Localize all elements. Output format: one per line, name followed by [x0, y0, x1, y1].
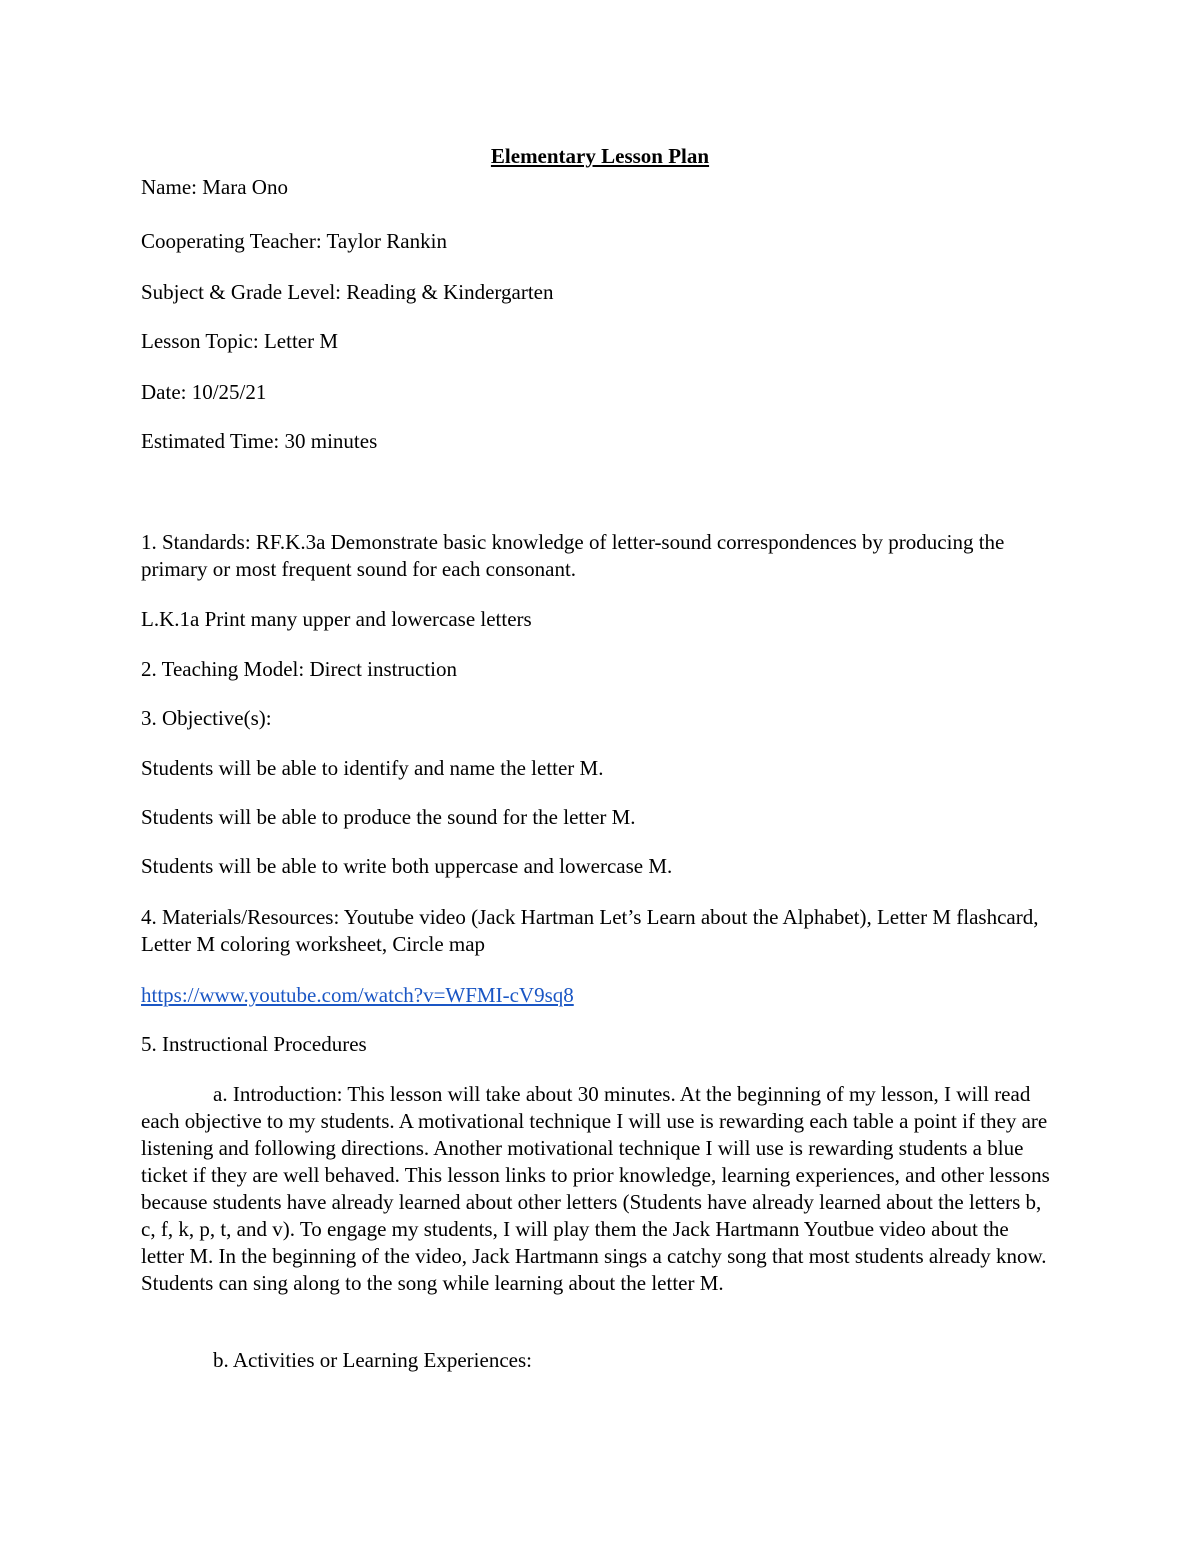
- standards-paragraph: 1. Standards: RF.K.3a Demonstrate basic knowledge of letter-sound correspondences by producing the primary or most frequent sound for each consonant.: [141, 530, 1005, 581]
- introduction-paragraph: a. Introduction: This lesson will take about 30 minutes. At the beginning of my lesson, I will read each objective to my students. A motivational technique I will use is rewarding each table a point if they are listening and following directions. Another motivational technique I will use is rewarding students a blue ticket if they are well behaved. This lesson links to prior knowledge, learning experiences, and other lessons because students have already learned about other letters (Students have already learned about the letters b, c, f, k, p, t, and v). To engage my students, I will play them the Jack Hartmann Youtbue video about the letter M. In the beginning of the video, Jack Hartmann sings a catchy song that most students already know. Students can sing along to the song while learning about the letter M.: [141, 1082, 1050, 1295]
- teaching-model: 2. Teaching Model: Direct instruction: [141, 657, 457, 681]
- materials-paragraph: 4. Materials/Resources: Youtube video (Jack Hartman Let’s Learn about the Alphabet), Letter M flashcard, Letter M coloring worksheet, Circle map: [141, 905, 1039, 956]
- objective-item: Students will be able to produce the sound for the letter M.: [141, 805, 636, 829]
- youtube-video-link[interactable]: https://www.youtube.com/watch?v=WFMI-cV9sq8: [141, 983, 574, 1007]
- subject-grade-level: Subject & Grade Level: Reading & Kindergarten: [141, 280, 554, 304]
- cooperating-teacher: Cooperating Teacher: Taylor Rankin: [141, 229, 447, 253]
- student-name: Name: Mara Ono: [141, 175, 288, 199]
- estimated-time: Estimated Time: 30 minutes: [141, 429, 378, 453]
- lesson-topic: Lesson Topic: Letter M: [141, 329, 339, 353]
- objective-item: Students will be able to identify and name the letter M.: [141, 756, 604, 780]
- document-title: Elementary Lesson Plan: [490, 144, 710, 168]
- standards-second-line: L.K.1a Print many upper and lowercase letters: [141, 607, 532, 631]
- objective-item: Students will be able to write both uppercase and lowercase M.: [141, 854, 673, 878]
- objectives-heading: 3. Objective(s):: [141, 706, 272, 730]
- activities-heading: b. Activities or Learning Experiences:: [213, 1348, 532, 1372]
- procedures-heading: 5. Instructional Procedures: [141, 1032, 367, 1056]
- lesson-date: Date: 10/25/21: [141, 380, 267, 404]
